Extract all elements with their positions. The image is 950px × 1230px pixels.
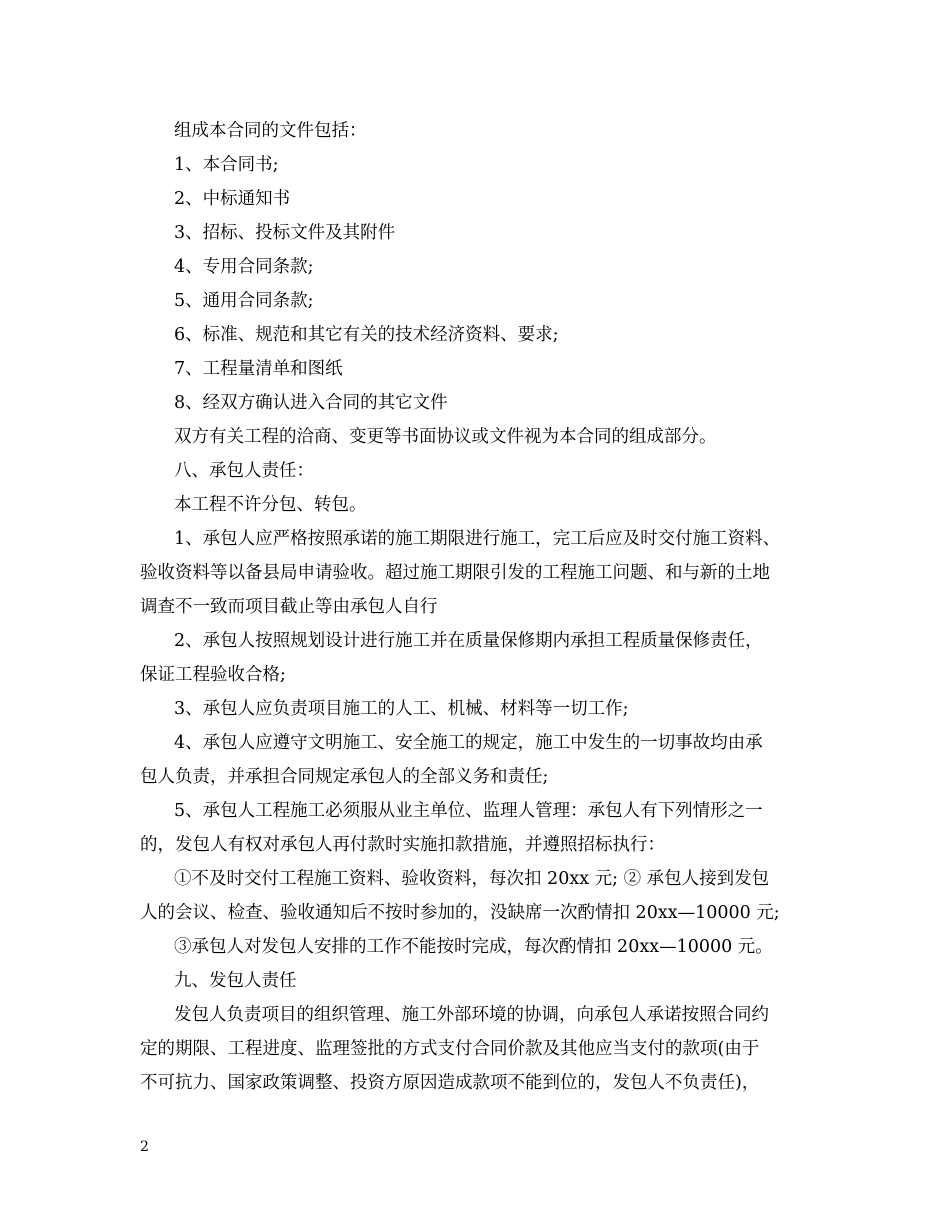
- text-line: 8、经双方确认进入合同的其它文件: [174, 393, 448, 413]
- text-line: 组成本合同的文件包括：: [174, 121, 367, 141]
- text-line: ①不及时交付工程施工资料、验收资料，每次扣 20xx 元; ② 承包人接到发包: [174, 869, 770, 889]
- page-number: 2: [140, 1139, 149, 1155]
- text-line: 3、招标、投标文件及其附件: [174, 223, 396, 243]
- document-body: [140, 114, 812, 1100]
- text-line: 2、承包人按照规划设计进行施工并在质量保修期内承担工程质量保修责任，: [174, 631, 763, 651]
- text-line: ③承包人对发包人安排的工作不能按时完成，每次酌情扣 20xx—10000 元。: [174, 937, 773, 957]
- text-line: 不可抗力、国家政策调整、投资方原因造成款项不能到位的，发包人不负责任)，: [140, 1073, 760, 1093]
- text-line: 保证工程验收合格;: [140, 665, 286, 685]
- text-line: 7、工程量清单和图纸: [174, 359, 343, 379]
- text-line: 双方有关工程的洽商、变更等书面协议或文件视为本合同的组成部分。: [174, 427, 717, 447]
- text-line: 2、中标通知书: [174, 189, 291, 209]
- text-line: 5、通用合同条款;: [174, 291, 314, 311]
- text-line: 1、本合同书;: [174, 155, 279, 175]
- text-line: 验收资料等以备县局申请验收。超过施工期限引发的工程施工问题、和与新的土地: [140, 563, 770, 583]
- text-line: 人的会议、检查、验收通知后不按时参加的，没缺席一次酌情扣 20xx—10000 元;: [140, 903, 780, 923]
- text-line: 包人负责，并承担合同规定承包人的全部义务和责任;: [140, 767, 549, 787]
- text-line: 九、发包人责任: [174, 971, 297, 991]
- text-line: 3、承包人应负责项目施工的人工、机械、材料等一切工作;: [174, 699, 629, 719]
- text-line: 发包人负责项目的组织管理、施工外部环境的协调，向承包人承诺按照合同约: [174, 1005, 769, 1025]
- text-line: 1、承包人应严格按照承诺的施工期限进行施工，完工后应及时交付施工资料、: [174, 529, 781, 549]
- text-line: 5、承包人工程施工必须服从业主单位、监理人管理：承包人有下列情形之一: [174, 801, 763, 821]
- text-line: 6、标准、规范和其它有关的技术经济资料、要求;: [174, 325, 559, 345]
- text-line: 4、专用合同条款;: [174, 257, 314, 277]
- text-line: 4、承包人应遵守文明施工、安全施工的规定，施工中发生的一切事故均由承: [174, 733, 763, 753]
- text-line: 定的期限、工程进度、监理签批的方式支付合同价款及其他应当支付的款项(由于: [140, 1039, 760, 1059]
- text-line: 的，发包人有权对承包人再付款时实施扣款措施，并遵照招标执行：: [140, 835, 665, 855]
- text-line: 调查不一致而项目截止等由承包人自行: [140, 597, 438, 617]
- text-line: 本工程不许分包、转包。: [174, 495, 367, 515]
- text-line: 八、承包人责任：: [174, 461, 314, 481]
